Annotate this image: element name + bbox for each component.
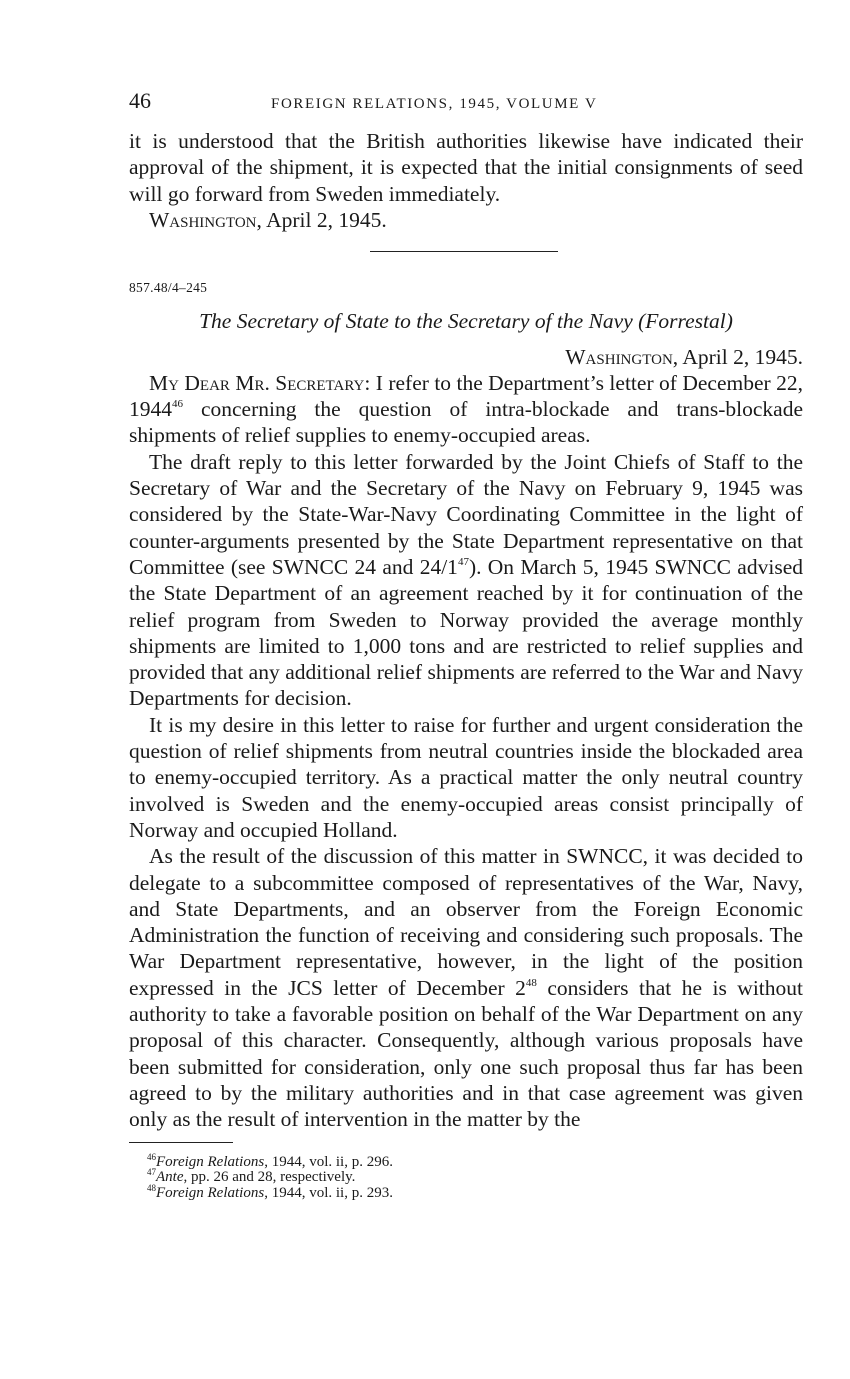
footnote-text: , pp. 26 and 28, respectively.	[183, 1169, 356, 1185]
paragraph-4-text-b: considers that he is without authority to take a favorable position on behalf of the War Department on any proposal of this character. Consequently, although various proposals have been submitted for consideration, only one such proposal thus far has been agreed to by the military authorities and in that case agreement was given only as the result of intervention in the matter by the	[129, 975, 803, 1132]
paragraph-1	[129, 370, 803, 449]
title-part-b: )	[725, 308, 733, 333]
document-title	[129, 308, 803, 334]
footnote-title: Foreign Relations	[156, 1184, 265, 1201]
carryover-place: Washington	[149, 207, 257, 232]
paragraph-3: It is my desire in this letter to raise for further and urgent consideration the question of relief shipments from neutral countries inside the blockaded area to enemy-occupied territory. As a practical matter the only neutral country involved is Sweden and the enemy-occupied areas consist principally of Norway and occupied Holland.	[129, 712, 803, 842]
footnotes	[129, 1151, 803, 1202]
page-number: 46	[129, 88, 151, 113]
footnote	[147, 1182, 803, 1202]
letter-date: , April 2, 1945.	[672, 344, 803, 369]
footnote-text: , 1944, vol. ii, p. 296.	[264, 1153, 393, 1170]
title-part-a: The Secretary of State to the Secretary of the Navy (	[199, 308, 646, 333]
footnote-title: Ante	[156, 1169, 184, 1185]
footnote	[147, 1151, 803, 1171]
running-title: FOREIGN RELATIONS, 1945, VOLUME V	[271, 96, 598, 112]
letter-place: Washington	[565, 344, 673, 369]
footnote-title: Foreign Relations	[156, 1153, 265, 1170]
paragraph-2	[129, 449, 803, 712]
salutation: My Dear Mr. Secretary	[149, 370, 365, 395]
paragraph-2-text-b: ). On March 5, 1945 SWNCC advised the State Department of an agreement reached by it for continuation of the relief program from Sweden to Norway provided the average monthly shipments are limited to 1,000 tons and are restricted to relief supplies and provided that any additional relief shipments are referred to the War and Navy Departments for decision.	[129, 554, 803, 711]
footnote-ref-47: 47	[457, 555, 469, 568]
paragraph-1-text-a: : I refer to the Department’s letter of December 22, 1944	[129, 370, 803, 422]
footnote-text: , 1944, vol. ii, p. 293.	[264, 1184, 393, 1201]
letter-dateline	[129, 344, 803, 370]
section-divider	[370, 251, 558, 252]
page-header	[129, 88, 803, 118]
footnote-number: 48	[147, 1182, 156, 1193]
footnote-ref-46: 46	[172, 398, 183, 411]
footnote-number: 46	[147, 1151, 156, 1162]
footnote-divider	[129, 1142, 233, 1143]
title-name: Forrestal	[645, 308, 726, 333]
paragraph-4	[129, 843, 803, 1132]
footnote-number: 47	[147, 1167, 156, 1177]
file-number: 857.48/4–245	[129, 279, 208, 295]
footnote-ref-48: 48	[525, 976, 537, 989]
paragraph-2-text-a: The draft reply to this letter forwarded by the Joint Chiefs of Staff to the Secretary of War and the Secretary of the Navy on February 9, 1945 was considered by the State-War-Navy Coordinating Committee in the light of counter-arguments presented by the State Department representative on that Committee (see SWNCC 24 and 24/1	[129, 449, 803, 579]
footnote	[147, 1167, 803, 1186]
paragraph-1-text-b: concerning the question of intra-blockade and trans-blockade shipments of relief supplies to enemy-occupied areas.	[129, 397, 803, 448]
paragraph-4-text-a: As the result of the discussion of this matter in SWNCC, it was decided to delegate to a subcommittee composed of representatives of the War, Navy, and State Departments, and an observer from the Foreign Economic Administration the function of receiving and considering such proposals. The War Department representative, however, in the light of the position expressed in the JCS letter of December 2	[129, 844, 803, 1000]
carryover-dateline	[149, 207, 803, 233]
carryover-paragraph: it is understood that the British authorities likewise have indicated their approval of the shipment, it is expected that the initial consignments of seed will go forward from Sweden immediately.	[129, 129, 803, 206]
carryover-date: , April 2, 1945.	[256, 207, 387, 232]
document-page	[129, 88, 803, 1201]
